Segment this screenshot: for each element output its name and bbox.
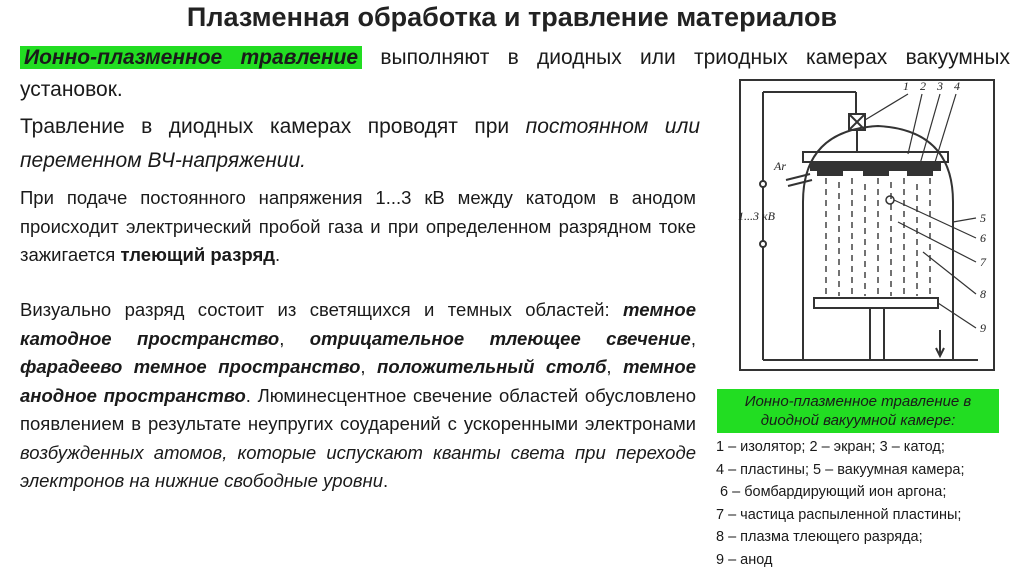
label-5: 5 <box>980 211 986 225</box>
terminal <box>760 241 766 247</box>
diode-paragraph <box>20 110 700 178</box>
discharge-end: . <box>274 244 281 265</box>
label-6: 6 <box>980 231 986 245</box>
legend-item: 6 – бомбардирующий ион аргона; <box>716 484 947 500</box>
legend-item: 1 – изолятор; 2 – экран; 3 – катод; <box>716 439 945 455</box>
diode-chamber-diagram <box>708 72 1008 384</box>
separator: , <box>279 327 310 349</box>
figure-caption: Ионно-плазменное травление в диодной вакуумной камере: <box>717 389 999 433</box>
plasma-region <box>826 178 930 296</box>
label-3: 3 <box>937 79 943 93</box>
visual-text-4: . <box>383 470 389 491</box>
label-7: 7 <box>980 255 986 269</box>
voltage-label: 1...3 кВ <box>738 209 775 223</box>
glow-discharge-term: тлеющий разряд <box>120 244 275 265</box>
legend-item: 9 – анод <box>716 551 773 568</box>
wafer <box>864 170 888 175</box>
intro-text: выполняют в диодных или триодных камерах вакуумных установок. <box>20 46 1010 101</box>
argon-ion <box>886 196 894 204</box>
diode-italic: постоянном или переменном ВЧ-напряжении. <box>20 115 700 172</box>
figure-legend <box>716 436 1016 571</box>
visual-text-1: Визуально разряд состоит из светящихся и темных областей: <box>20 299 624 320</box>
gas-label: Ar <box>774 159 786 173</box>
label-4: 4 <box>954 79 960 93</box>
label-2: 2 <box>920 79 926 93</box>
page-title: Плазменная обработка и травление материалов <box>186 2 838 32</box>
wafer <box>908 170 932 175</box>
separator: , <box>360 356 378 377</box>
label-9: 9 <box>980 321 986 335</box>
outer-frame <box>740 80 994 370</box>
region-positive-column: положительный столб <box>377 356 607 377</box>
region-faraday-dark: фарадеево темное пространство <box>20 356 361 377</box>
intro-term: Ионно-плазменное травление <box>20 46 362 69</box>
legend-item: 7 – частица распыленной пластины; <box>716 506 962 523</box>
diode-text: Травление в диодных камерах проводят при <box>20 115 526 138</box>
terminal <box>760 181 766 187</box>
label-8: 8 <box>980 287 986 301</box>
label-1: 1 <box>903 79 909 93</box>
discharge-text: При подаче постоянного напряжения 1...3 кВ между катодом в анодом происходит электрический пробой газа и при определенном разрядном токе зажигается <box>20 187 696 265</box>
region-cathode-dark: темное катодное пространство <box>20 299 696 349</box>
separator: , <box>606 356 624 377</box>
anode-stem <box>870 308 884 360</box>
discharge-paragraph <box>20 184 696 270</box>
separator: , <box>690 327 696 349</box>
screen <box>803 152 948 162</box>
region-negative-glow: отрицательное тлеющее свечение <box>309 327 691 349</box>
gas-inlet <box>788 180 812 186</box>
anode <box>814 298 938 308</box>
visual-text-2: . Люминесцентное свечение областей обусловлено появлением в результате неупругих соударений с ускоренными электронами <box>20 384 696 434</box>
legend-item: 8 – плазма тлеющего разряда; <box>716 529 923 545</box>
region-anode-dark: темное анодное пространство <box>20 356 697 406</box>
leader-lines <box>865 94 976 328</box>
visual-paragraph <box>20 296 696 496</box>
wafer <box>818 170 842 175</box>
visual-text-3: возбужденных атомов, которые испускают кванты света при переходе электронов на нижние свободные уровни <box>20 441 696 491</box>
legend-item: 4 – пластины; 5 – вакуумная камера; <box>716 461 965 478</box>
